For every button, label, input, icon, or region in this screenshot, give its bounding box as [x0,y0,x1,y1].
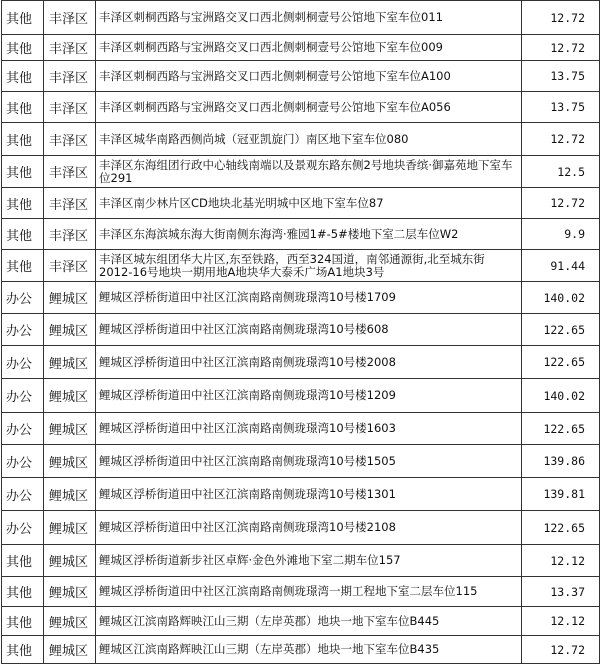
area-cell: 140.02 [522,282,600,314]
address-cell: 丰泽区刺桐西路与宝洲路交叉口西北侧刺桐壹号公馆地下室车位A056 [96,92,522,123]
usage-type-cell: 办公 [2,445,44,478]
area-cell: 12.12 [522,545,600,577]
usage-type-cell: 其他 [2,188,44,219]
table-row [2,478,600,511]
usage-type-cell: 办公 [2,379,44,413]
usage-type-cell: 办公 [2,511,44,545]
table-row [2,1,600,35]
address-cell: 鲤城区浮桥街道田中社区江滨南路南侧珑璟湾10号楼1505 [96,445,522,478]
area-cell: 122.65 [522,314,600,346]
district-cell: 丰泽区 [44,250,96,282]
address-cell: 丰泽区东海滨城东海大街南侧东海湾·雅园1#-5#楼地下室二层车位W2 [96,219,522,250]
district-cell: 丰泽区 [44,35,96,61]
usage-type-cell: 其他 [2,61,44,92]
address-cell: 鲤城区浮桥街道田中社区江滨南路南侧珑璟湾10号楼1301 [96,478,522,511]
table-row [2,35,600,61]
usage-type-cell: 其他 [2,92,44,123]
area-cell: 122.65 [522,511,600,545]
address-cell: 丰泽区刺桐西路与宝洲路交叉口西北侧刺桐壹号公馆地下室车位009 [96,35,522,61]
table-row [2,156,600,188]
area-cell: 12.72 [522,636,600,664]
usage-type-cell: 其他 [2,35,44,61]
area-cell: 13.75 [522,92,600,123]
table-row [2,346,600,379]
address-cell: 鲤城区浮桥街道田中社区江滨南路南侧珑璟湾10号楼608 [96,314,522,346]
area-cell: 139.81 [522,478,600,511]
address-cell: 丰泽区刺桐西路与宝洲路交叉口西北侧刺桐壹号公馆地下室车位A100 [96,61,522,92]
area-cell: 139.86 [522,445,600,478]
district-cell: 鲤城区 [44,478,96,511]
usage-type-cell: 办公 [2,282,44,314]
table-row [2,314,600,346]
area-cell: 12.5 [522,156,600,188]
area-cell: 12.12 [522,607,600,636]
area-cell: 91.44 [522,250,600,282]
table-row [2,545,600,577]
table-row [2,123,600,156]
table-row [2,636,600,664]
table-row [2,282,600,314]
property-table-body [2,1,600,664]
usage-type-cell: 办公 [2,413,44,445]
usage-type-cell: 其他 [2,545,44,577]
area-cell: 9.9 [522,219,600,250]
area-cell: 13.37 [522,577,600,607]
address-cell: 鲤城区江滨南路辉映江山三期（左岸英郡）地块一地下室车位B435 [96,636,522,664]
table-row [2,445,600,478]
district-cell: 丰泽区 [44,92,96,123]
address-cell: 鲤城区江滨南路辉映江山三期（左岸英郡）地块一地下室车位B445 [96,607,522,636]
table-row [2,188,600,219]
area-cell: 122.65 [522,346,600,379]
table-row [2,577,600,607]
address-cell: 鲤城区浮桥街道田中社区江滨南路南侧珑璟湾10号楼2108 [96,511,522,545]
usage-type-cell: 其他 [2,123,44,156]
table-row [2,413,600,445]
district-cell: 鲤城区 [44,545,96,577]
district-cell: 鲤城区 [44,379,96,413]
district-cell: 鲤城区 [44,314,96,346]
table-row [2,511,600,545]
area-cell: 12.72 [522,123,600,156]
table-row [2,607,600,636]
usage-type-cell: 办公 [2,478,44,511]
area-cell: 122.65 [522,413,600,445]
area-cell: 12.72 [522,1,600,35]
address-cell: 鲤城区浮桥街道田中社区江滨南路南侧珑璟湾10号楼1709 [96,282,522,314]
district-cell: 丰泽区 [44,61,96,92]
district-cell: 鲤城区 [44,577,96,607]
usage-type-cell: 其他 [2,250,44,282]
usage-type-cell: 其他 [2,1,44,35]
table-row [2,61,600,92]
district-cell: 丰泽区 [44,123,96,156]
area-cell: 13.75 [522,61,600,92]
district-cell: 鲤城区 [44,346,96,379]
district-cell: 鲤城区 [44,636,96,664]
address-cell: 丰泽区刺桐西路与宝洲路交叉口西北侧刺桐壹号公馆地下室车位011 [96,1,522,35]
district-cell: 鲤城区 [44,413,96,445]
property-table [1,0,600,664]
table-row [2,92,600,123]
district-cell: 鲤城区 [44,445,96,478]
usage-type-cell: 其他 [2,577,44,607]
district-cell: 鲤城区 [44,607,96,636]
district-cell: 丰泽区 [44,188,96,219]
usage-type-cell: 其他 [2,219,44,250]
district-cell: 丰泽区 [44,156,96,188]
address-cell: 丰泽区城华南路西侧尚城（冠亚凯旋门）南区地下室车位080 [96,123,522,156]
area-cell: 12.72 [522,35,600,61]
address-cell: 鲤城区浮桥街道田中社区江滨南路南侧珑璟湾一期工程地下室二层车位115 [96,577,522,607]
address-cell: 鲤城区浮桥街道田中社区江滨南路南侧珑璟湾10号楼1603 [96,413,522,445]
district-cell: 丰泽区 [44,219,96,250]
table-row [2,379,600,413]
usage-type-cell: 其他 [2,607,44,636]
area-cell: 12.72 [522,188,600,219]
usage-type-cell: 其他 [2,636,44,664]
district-cell: 丰泽区 [44,1,96,35]
usage-type-cell: 办公 [2,346,44,379]
table-row [2,250,600,282]
district-cell: 鲤城区 [44,511,96,545]
district-cell: 鲤城区 [44,282,96,314]
address-cell: 丰泽区东海组团行政中心轴线南端以及景观东路东侧2号地块香缤·御嘉苑地下室车位291 [96,156,522,188]
address-cell: 鲤城区浮桥街道田中社区江滨南路南侧珑璟湾10号楼2008 [96,346,522,379]
address-cell: 丰泽区南少林片区CD地块北基光明城中区地下室车位87 [96,188,522,219]
address-cell: 鲤城区浮桥街道新步社区卓辉·金色外滩地下室二期车位157 [96,545,522,577]
area-cell: 140.02 [522,379,600,413]
address-cell: 丰泽区城东组团华大片区,东至铁路，西至324国道，南邻通源街,北至城东街2012-16号地块一期用地A地块华大泰禾广场A1地块3号 [96,250,522,282]
usage-type-cell: 办公 [2,314,44,346]
address-cell: 鲤城区浮桥街道田中社区江滨南路南侧珑璟湾10号楼1209 [96,379,522,413]
usage-type-cell: 其他 [2,156,44,188]
table-row [2,219,600,250]
